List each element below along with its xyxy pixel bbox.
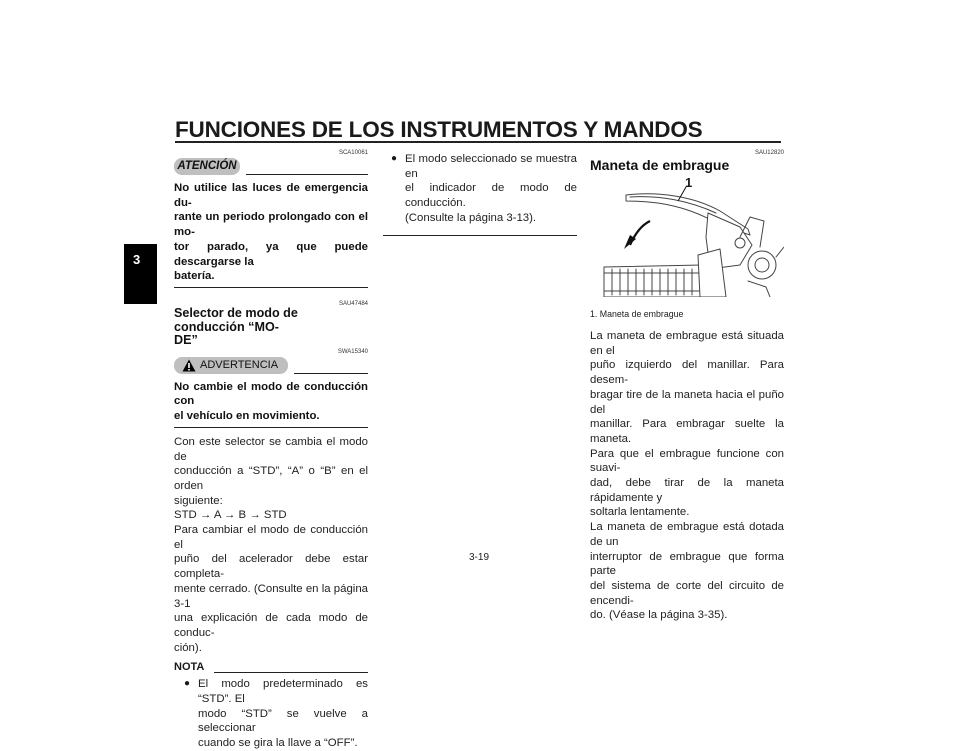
warning-text [174,380,368,424]
nota-header-rule [214,672,368,673]
col2-line: (Consulte la página 3-13). [405,211,537,224]
body-line: STD → A → B → STD [174,509,287,522]
section-title-line: DE” [174,333,198,348]
body-line: Para cambiar el modo de conducción el [174,524,368,551]
section-code: SAU47484 [338,300,368,307]
body-line: interruptor de embrague que forma parte [590,550,784,578]
body-line: La maneta de embrague está dotada de un [590,521,784,548]
body-line: dad, debe tirar de la maneta rápidamente y [590,477,784,504]
caution-line: batería. [174,270,215,283]
caution-line: No utilice las luces de emergencia du- [174,182,368,209]
body-line: conducción a “STD”, “A” o “B” en el orden [174,465,368,492]
body-line: Para que el embrague funcione con suavi- [590,447,784,475]
body-line: manillar. Para embragar suelte la maneta. [590,418,784,445]
chapter-tab [124,244,157,304]
body-line: Con este selector se cambia el modo de [174,435,368,463]
caution-code: SCA10061 [338,150,368,156]
column-1 [174,150,368,751]
col2-line: el indicador de modo de conducción. [405,182,577,210]
chapter-tab-number: 3 [133,252,141,267]
caution-line: rante un periodo prolongado con el mo- [174,211,368,239]
figure-callout: 1 [685,175,693,190]
warning-triangle-icon [182,359,196,372]
warning-header-rule [294,373,368,374]
body-line: bragar tire de la maneta hacia el puño del [590,388,784,416]
nota-bullet-text [198,677,368,751]
clutch-body [590,329,784,623]
nota-line: El modo predeterminado es “STD”. El [198,678,368,706]
caution-header-rule [246,174,368,175]
col2-line: El modo seleccionado se muestra en [405,153,577,180]
warning-line: el vehículo en movimiento. [174,410,320,423]
nota-line: modo “STD” se vuelve a seleccionar [198,707,368,735]
nota-label: NOTA [174,661,205,674]
warning-footer-rule [174,427,368,428]
body-line: siguiente: [174,494,223,507]
caution-text [174,181,368,284]
column-2 [383,152,577,236]
col2-footer-rule [383,235,577,236]
warning-header [174,357,368,377]
body-line: puño izquierdo del manillar. Para desem- [590,359,784,387]
warning-code: SWA15340 [337,348,368,355]
body-line: ción). [174,641,202,654]
warning-label-box [174,357,288,374]
nota-line: cuando se gira la llave a “OFF”. [198,737,358,750]
warning-line: No cambie el modo de conducción con [174,380,368,408]
column-3 [590,150,784,623]
page-number: 3-19 [469,552,490,563]
section-title-line: Selector de modo de conducción “MO- [174,305,298,334]
col2-bullet-item [383,152,577,226]
bullet-icon: ● [391,153,398,164]
warning-label: ADVERTENCIA [200,358,279,371]
clutch-lever-figure [590,177,784,297]
caution-line: tor parado, ya que puede descargarse la [174,240,368,268]
bullet-icon: ● [184,678,191,690]
clutch-lever-illustration [590,177,784,297]
nota-header [174,660,368,676]
caution-label: ATENCIÓN [174,158,240,175]
body-line: del sistema de corte del circuito de encendi- [590,579,784,607]
body-line: mente cerrado. (Consulte en la página 3-1 [174,582,368,610]
body-line: do. (Véase la página 3-35). [590,609,728,622]
mode-body [174,435,368,656]
caution-header [174,158,368,178]
section-code: SAU12820 [754,150,784,156]
figure-caption: 1. Maneta de embrague [590,309,684,319]
section-title: Maneta de embrague [590,157,730,173]
caution-footer-rule [174,287,368,288]
nota-bullet-item [174,677,368,751]
body-line: soltarla lentamente. [590,506,690,519]
page-title: FUNCIONES DE LOS INSTRUMENTOS Y MANDOS [175,117,703,142]
title-rule [175,141,781,143]
body-line: La maneta de embrague está situada en el [590,330,784,357]
col2-bullet-text [405,152,577,226]
body-line: puño del acelerador debe estar completa- [174,553,368,581]
body-line: una explicación de cada modo de conduc- [174,612,368,639]
